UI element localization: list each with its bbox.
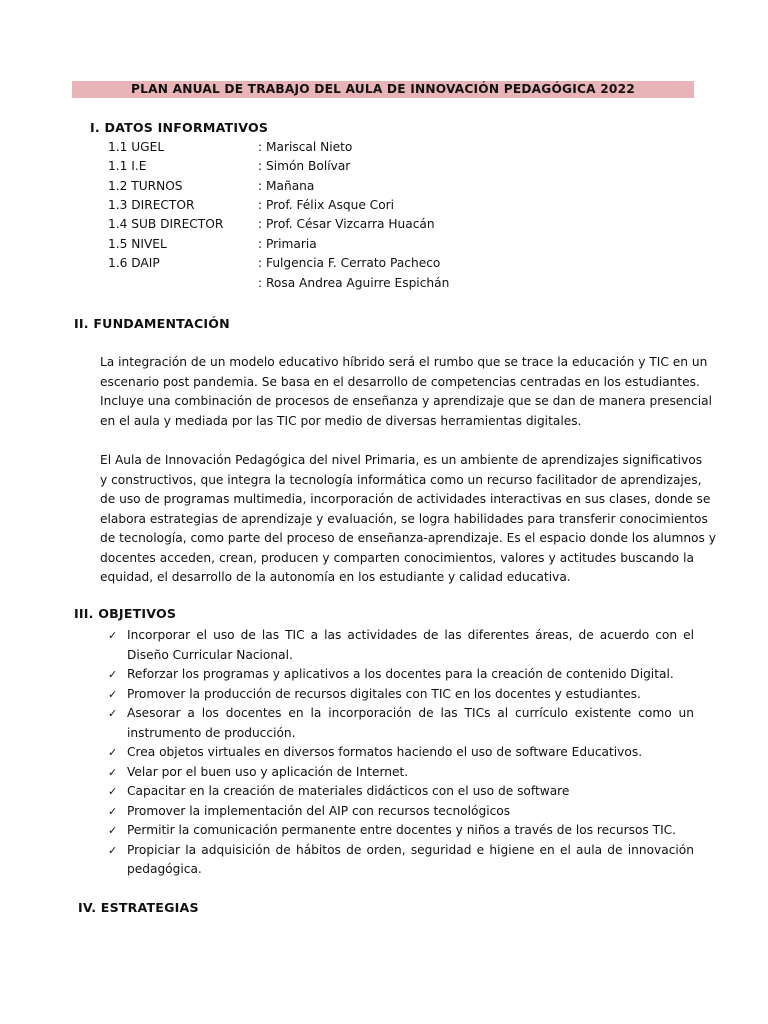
list-item xyxy=(108,665,694,685)
heading-estrategias: IV. ESTRATEGIAS xyxy=(78,900,199,915)
list-item xyxy=(108,763,694,783)
paragraph-line: docentes acceden, crean, producen y comparten conocimientos, valores y actitudes buscando la xyxy=(100,550,694,565)
paragraph-line: elabora estrategias de aprendizaje y evaluación, se logra habilidades para transferir conocimientos xyxy=(100,511,708,526)
checkmark-icon: ✓ xyxy=(108,687,118,701)
heading-objetivos: III. OBJETIVOS xyxy=(74,606,177,621)
list-item xyxy=(108,685,694,705)
checkmark-icon: ✓ xyxy=(108,785,118,798)
objective-text: Capacitar en la creación de materiales didácticos con el uso de software xyxy=(127,784,570,798)
paragraph-line: equidad, el desarrollo de la autonomía en los estudiante y calidad educativa. xyxy=(100,570,571,584)
checkmark-icon: ✓ xyxy=(108,629,118,642)
list-item xyxy=(108,626,694,665)
info-key: 1.1 I.E xyxy=(108,159,147,173)
objectives-list xyxy=(108,626,694,880)
list-item xyxy=(108,743,694,763)
info-key: 1.5 NIVEL xyxy=(108,237,167,251)
info-key: 1.1 UGEL xyxy=(108,140,165,154)
list-item xyxy=(108,782,694,802)
list-item xyxy=(108,821,694,841)
info-value: : Primaria xyxy=(258,237,317,251)
paragraph-fundamentacion-2 xyxy=(100,451,716,588)
info-key: 1.2 TURNOS xyxy=(108,179,183,193)
paragraph-line: de uso de programas multimedia, incorporación de actividades interactivas en sus clases, donde se xyxy=(100,492,711,506)
paragraph-line: y constructivos, que integra la tecnología informática como un recurso facilitador de aprendizajes, xyxy=(100,472,702,487)
paragraph-line: de tecnología, como parte del proceso de enseñanza-aprendizaje. Es el espacio donde los alumnos y xyxy=(100,531,716,545)
info-value: : Rosa Andrea Aguirre Espichán xyxy=(258,276,450,290)
objective-text: Diseño Curricular Nacional. xyxy=(127,647,293,662)
checkmark-icon: ✓ xyxy=(108,765,118,779)
paragraph-line: escenario post pandemia. Se basa en el desarrollo de competencias centradas en los estudiantes. xyxy=(100,374,700,389)
checkmark-icon: ✓ xyxy=(108,804,118,818)
document-title: PLAN ANUAL DE TRABAJO DEL AULA DE INNOVACIÓN PEDAGÓGICA 2022 xyxy=(72,81,694,98)
paragraph-line: La integración de un modelo educativo híbrido será el rumbo que se trace la educación y TIC en un xyxy=(100,355,708,369)
objective-text: Asesorar a los docentes en la incorporación de las TICs al currículo existente como un xyxy=(127,706,694,720)
objective-text: Crea objetos virtuales en diversos formatos haciendo el uso de software Educativos. xyxy=(127,745,643,759)
objective-text: pedagógica. xyxy=(127,862,202,876)
info-value: : Prof. Félix Asque Cori xyxy=(258,198,395,212)
info-value: : Simón Bolívar xyxy=(258,159,351,173)
checkmark-icon: ✓ xyxy=(108,824,118,837)
info-value: : Fulgencia F. Cerrato Pacheco xyxy=(258,256,441,270)
checkmark-icon: ✓ xyxy=(108,843,118,857)
info-value: : Prof. César Vizcarra Huacán xyxy=(258,217,435,231)
info-key: 1.6 DAIP xyxy=(108,256,160,270)
objective-text: Reforzar los programas y aplicativos a los docentes para la creación de contenido Digital. xyxy=(127,667,674,681)
objective-text: Propiciar la adquisición de hábitos de orden, seguridad e higiene en el aula de innovación xyxy=(127,842,694,857)
checkmark-icon: ✓ xyxy=(108,707,118,720)
paragraph-line: Incluye una combinación de procesos de enseñanza y aprendizaje que se dan de manera presencial xyxy=(100,394,712,408)
list-item xyxy=(108,802,694,822)
checkmark-icon: ✓ xyxy=(108,746,118,759)
paragraph-line: El Aula de Innovación Pedagógica del nivel Primaria, es un ambiente de aprendizajes significativos xyxy=(100,453,703,467)
list-item xyxy=(108,704,694,743)
objective-text: Promover la implementación del AIP con recursos tecnológicos xyxy=(127,803,511,818)
info-key: 1.4 SUB DIRECTOR xyxy=(108,217,224,231)
paragraph-fundamentacion-1 xyxy=(100,353,712,431)
info-value: : Mariscal Nieto xyxy=(258,140,353,154)
objective-text: Incorporar el uso de las TIC a las actividades de las diferentes áreas, de acuerdo con el xyxy=(127,628,694,642)
paragraph-line: en el aula y mediada por las TIC por medio de diversas herramientas digitales. xyxy=(100,413,582,428)
list-item xyxy=(108,841,694,880)
info-key: 1.3 DIRECTOR xyxy=(108,198,195,212)
objective-text: Velar por el buen uso y aplicación de Internet. xyxy=(127,764,409,779)
heading-fundamentacion: II. FUNDAMENTACIÓN xyxy=(74,316,230,331)
objective-text: Promover la producción de recursos digitales con TIC en los docentes y estudiantes. xyxy=(127,686,641,701)
objective-text: instrumento de producción. xyxy=(127,725,296,740)
heading-datos-informativos: I. DATOS INFORMATIVOS xyxy=(90,120,269,135)
info-value: : Mañana xyxy=(258,179,315,193)
checkmark-icon: ✓ xyxy=(108,668,118,681)
objective-text: Permitir la comunicación permanente entre docentes y niños a través de los recursos TIC. xyxy=(127,823,677,837)
